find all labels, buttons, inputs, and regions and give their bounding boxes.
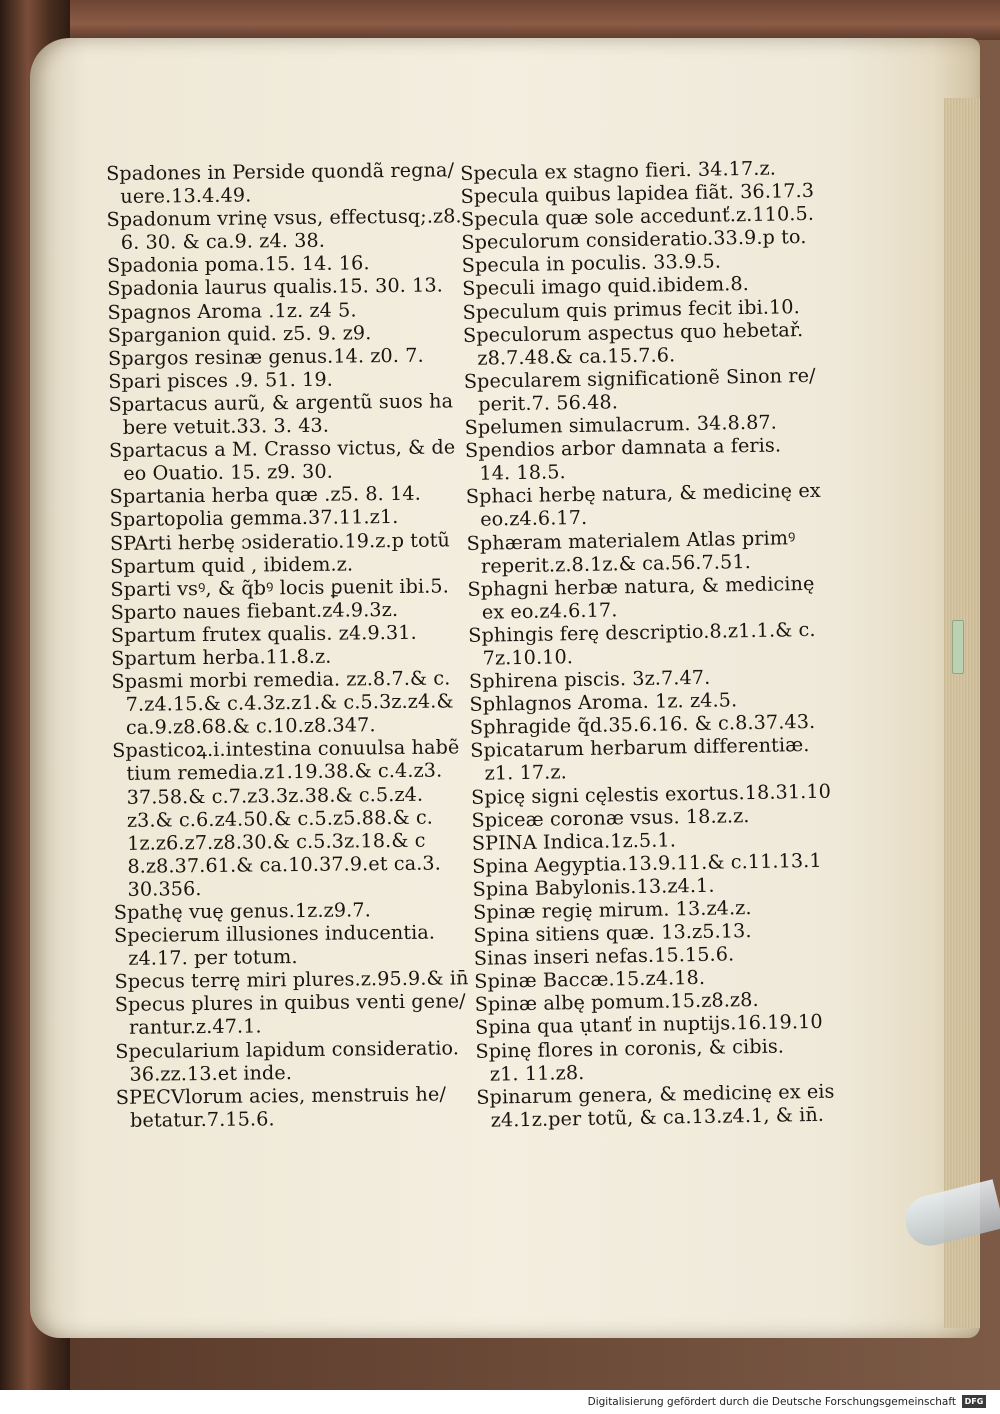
index-entry-text: Spicę signi cęlestis exortus.18.31.10 (470, 779, 832, 809)
index-entry-text: Spinæ Baccæ.15.z4.18. (474, 966, 706, 994)
index-entry-text: SPArti herbę ɔsideratio.19.z.p totũ (109, 527, 451, 555)
index-entry-text: Spadonia poma.15. 14. 16. (106, 251, 370, 278)
index-entry (108, 389, 454, 439)
index-entry (114, 920, 454, 970)
index-entry (463, 363, 816, 416)
index-entry-text: Spinarum genera, & medicinę ex eis (476, 1079, 835, 1109)
index-entry-text: Specularium lapidum consideratio. (115, 1035, 460, 1063)
index-entry-continuation: 37.58.& c.7.z3.3z.38.& c.5.z4. (126, 782, 424, 809)
index-entry-text: Spiceæ coronæ vsus. 18.z.z. (471, 803, 750, 832)
index-entry-text: Spargos resinæ genus.14. z0. 7. (107, 343, 424, 370)
index-entry (108, 343, 448, 370)
book-cover-top (70, 0, 1000, 40)
index-entry (106, 204, 462, 255)
index-entry (111, 620, 451, 647)
index-entry-continuation: betatur.7.15.6. (129, 1107, 275, 1132)
index-entry (115, 1035, 460, 1086)
index-entry-text: Sphingis ferę descriptio.8.z1.1.& c. (468, 617, 816, 647)
index-entry-continuation: perit.7. 56.48. (478, 390, 619, 416)
index-entry-text: Specula in poculis. 33.9.5. (461, 249, 722, 278)
index-entry-text: Specus plures in quibus venti gene/ (114, 989, 466, 1017)
index-entry-text: Sphlagnos Aroma. 1z. z4.5. (469, 688, 738, 717)
index-entry-text: Specierum illusiones inducentia. (113, 920, 436, 948)
index-entry-text: Specula ex stagno fieri. 34.17.z. (460, 156, 777, 185)
index-entry-continuation: tium remedia.z1.19.38.& c.4.z3. (126, 758, 443, 786)
index-entry-continuation: ca.9.z8.68.& c.10.z8.347. (125, 713, 376, 740)
index-entry-continuation: rantur.z.47.1. (128, 1014, 262, 1040)
index-entry-text: Specula quibus lapidea fiãt. 36.17.3 (460, 178, 815, 209)
index-entry-continuation: z8.7.48.& ca.15.7.6. (477, 343, 676, 370)
index-entry-text: Sphirena piscis. 3z.7.47. (468, 665, 711, 693)
index-entry (109, 482, 449, 509)
index-column-left (106, 158, 469, 1132)
index-entry (110, 574, 450, 601)
index-entry-text: Spartania herba quæ .z5. 8. 14. (109, 482, 421, 509)
index-entry (114, 989, 466, 1040)
index-entry-continuation: 7z.10.10. (482, 645, 574, 670)
index-entry (470, 733, 811, 785)
index-entry (467, 571, 815, 624)
index-entry-text: Specula quæ sole accedunť.z.110.5. (460, 202, 815, 232)
index-entry-text: Spagnos Aroma .1z. z4 5. (107, 297, 357, 324)
index-entry (111, 666, 452, 739)
index-entry (468, 617, 816, 670)
index-entry-text: Spartum quid , ibidem.z. (110, 552, 354, 578)
index-entry (112, 735, 460, 901)
index-entry-continuation: z1. 17.z. (484, 760, 568, 786)
index-entry-text: Specularem significationẽ Sinon re/ (463, 363, 816, 393)
index-entry-text: Speculum quis primus fecit ibi.10. (462, 294, 800, 324)
index-entry-continuation: 14. 18.5. (479, 460, 566, 485)
index-entry-text: Spadonia laurus qualis.15. 30. 13. (107, 273, 444, 301)
index-entry (108, 435, 456, 486)
index-entry (116, 1082, 456, 1132)
index-entry-text: Spina Aegyptia.13.9.11.& c.11.13.1 (472, 848, 822, 878)
index-entry-text: SPINA Indica.1z.5.1. (471, 828, 677, 855)
index-entry-text: Spinæ albę pomum.15.z8.z8. (474, 988, 759, 1017)
index-entry (465, 433, 806, 485)
index-entry-text: Speculorum consideratio.33.9.p to. (461, 225, 807, 255)
index-entry-text: Speculi imago quid.ibidem.8. (462, 272, 750, 301)
index-entry-continuation: z3.& c.6.z4.50.& c.5.z5.88.& c. (126, 805, 434, 832)
index-entry (466, 526, 807, 578)
index-entry-text: Spendios arbor damnata a feris. (464, 433, 782, 463)
index-entry (475, 1033, 816, 1085)
index-entry-text: Sphaci herbę natura, & medicinę ex (465, 479, 821, 509)
index-entry-text: Spicatarum herbarum differentiæ. (470, 733, 810, 763)
index-entry (465, 479, 821, 532)
index-entry-text: Sphragide q̃d.35.6.16. & c.8.37.43. (469, 710, 816, 740)
index-entry-text: Spasticoꝝ.i.intestina conuulsa habẽ (112, 735, 460, 763)
index-entry-text: Spartum frutex qualis. z4.9.31. (110, 620, 417, 647)
index-entry-text: Spina sitiens quæ. 13.z5.13. (473, 919, 752, 947)
page-tab-marker (952, 620, 964, 674)
index-entry-text: Specus terrę miri plures.z.95.9.& in̄ (114, 966, 469, 994)
index-entry-continuation: eo.z4.6.17. (480, 506, 588, 532)
index-entry-text: Spina qua ụtanť in nuptijs.16.19.10 (474, 1010, 823, 1040)
funding-credit: Digitalisierung gefördert durch die Deutsche Forschungsgemeinschaft (587, 1396, 956, 1408)
index-entry-continuation: z4.17. per totum. (128, 945, 298, 970)
footer-bar (0, 1390, 1000, 1414)
index-entry-continuation: bere vetuit.33. 3. 43. (122, 413, 330, 439)
index-entry-text: Sphæram materialem Atlas primꝰ (466, 525, 796, 555)
page-edges (944, 98, 980, 1328)
index-entry-text: Spelumen simulacrum. 34.8.87. (464, 410, 778, 439)
index-entry-text: Spasmi morbi remedia. zz.8.7.& c. (111, 666, 451, 694)
index-entry-text: Speculorum aspectus quo hebetař. (462, 317, 804, 347)
index-entry-text: Sphagni herbæ natura, & medicinę (467, 571, 815, 601)
index-entry-text: Spartacus a M. Crasso victus, & de (108, 435, 456, 463)
index-entry-text: Spartum herba.11.8.z. (111, 644, 332, 670)
index-entry-text: Spartopolia gemma.37.11.z1. (109, 505, 399, 532)
index-entry-continuation: uere.13.4.49. (120, 183, 252, 208)
index-entry-text: SPECVlorum acies, menstruis he/ (115, 1082, 447, 1109)
index-column-right (460, 156, 835, 1132)
index-entry-continuation: 30.356. (127, 876, 202, 901)
index-entry-text: Spadones in Perside quondã regna/ (106, 158, 455, 185)
index-entry-text: Spadonum vrinę vsus, effectusq;.z8. (106, 204, 462, 232)
index-entry-continuation: z4.1z.per totũ, & ca.13.z4.1, & in̄. (490, 1102, 825, 1132)
index-entry (110, 528, 450, 555)
index-entry-text: Spina Babylonis.13.z4.1. (472, 873, 715, 901)
index-entry-continuation: reperit.z.8.1z.& ca.56.7.51. (480, 549, 752, 578)
index-entry (107, 274, 447, 301)
index-entry-text: Sparto naues fiebant.z4.9.3z. (110, 597, 399, 624)
index-entry (476, 1079, 835, 1132)
index-entry-continuation: 36.zz.13.et inde. (129, 1060, 293, 1086)
index-entry-continuation: 1z.z6.z7.z8.30.& c.5.3z.18.& c (127, 828, 426, 855)
dfg-logo: DFG (962, 1395, 986, 1408)
index-entry-text: Sparti vsꝰ, & q̃bꝰ locis ꝑuenit ibi.5. (110, 574, 449, 601)
index-entry (463, 318, 804, 370)
index-entry-text: Sparganion quid. z5. 9. z9. (107, 320, 372, 347)
index-entry-text: Spinæ regię mirum. 13.z4.z. (472, 896, 752, 924)
index-entry-continuation: 6. 30. & ca.9. z4. 38. (120, 228, 326, 255)
index-entry-text: Spathę vuę genus.1z.z9.7. (113, 898, 371, 924)
index-entry-continuation: eo Ouatio. 15. z9. 30. (123, 459, 334, 486)
index-entry-text: Spinę flores in coronis, & cibis. (475, 1034, 785, 1063)
index-entry-continuation: ex eo.z4.6.17. (481, 598, 618, 624)
index-entry-text: Sinas inseri nefas.15.15.6. (473, 942, 735, 971)
index-entry-continuation: z1. 11.z8. (489, 1060, 585, 1086)
index-entry-text: Spari pisces .9. 51. 19. (108, 367, 334, 393)
index-entry-continuation: 7.z4.15.& c.4.3z.z1.& c.5.3z.z4.& (125, 689, 454, 716)
index-entry-continuation: 8.z8.37.61.& ca.10.37.9.et ca.3. (127, 851, 441, 878)
index-entry-text: Spartacus aurũ, & argentũ suos ha (108, 389, 454, 416)
index-entry (106, 158, 455, 208)
